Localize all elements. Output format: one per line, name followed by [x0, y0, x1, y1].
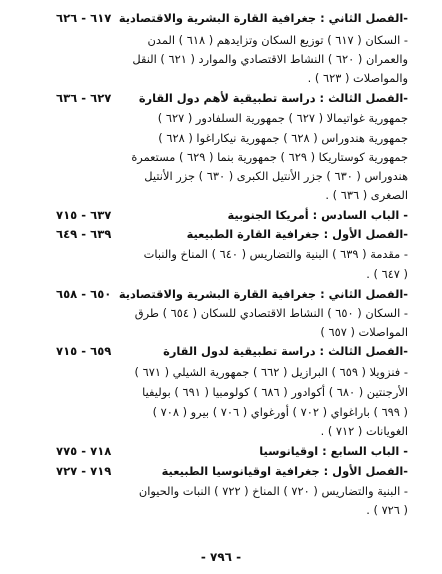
- toc-page-range: ٦٥٩ - ٧١٥: [56, 344, 112, 358]
- toc-page-range: ٦٣٧ - ٧١٥: [56, 208, 112, 222]
- toc-detail-line: الصغرى ( ٦٣٦ ) .: [325, 188, 408, 202]
- toc-page-range: ٦٣٩ - ٦٤٩: [56, 227, 112, 241]
- toc-heading: -الفصل الأول : جغرافية القارة الطبيعية: [186, 227, 408, 241]
- toc-page-range: ٧١٩ - ٧٢٧: [56, 464, 112, 478]
- toc-detail-line: المواصلات ( ٦٥٧ ): [320, 325, 408, 339]
- toc-heading: -الفصل الثالث : دراسة تطبيقية لدول القارة: [163, 344, 408, 358]
- toc-heading: - الباب السابع : اوقيانوسيا: [259, 444, 408, 458]
- toc-detail-line: ( ٦٩٩ ) باراغواي ( ٧٠٢ ) أورغواي ( ٧٠٦ ) بيرو ( ٧٠٨ ): [152, 405, 408, 419]
- toc-detail-line: - البنية والتضاريس ( ٧٢٠ ) المناخ ( ٧٢٢ ) النبات والحيوان: [138, 484, 408, 498]
- toc-detail-line: الأرجنتين ( ٦٨٠ ) أكوادور ( ٦٨٦ ) كولومبيا ( ٦٩١ ) بوليفيا: [142, 385, 408, 399]
- toc-page-range: ٧١٨ - ٧٧٥: [56, 444, 112, 458]
- toc-page-range: ٦٥٠ - ٦٥٨: [56, 287, 112, 301]
- toc-heading: -الفصل الثالث : دراسة تطبيقية لأهم دول القارة: [138, 91, 408, 105]
- toc-detail-line: هندوراس ( ٦٣٠ ) جزر الأنتيل الكبرى ( ٦٣٠ ) جزر الأنتيل: [144, 169, 408, 183]
- toc-detail-line: - مقدمة ( ٦٣٩ ) البنية والتضاريس ( ٦٤٠ ) المناخ والنبات: [143, 247, 408, 261]
- toc-detail-line: - فنزويلا ( ٦٥٩ ) البرازيل ( ٦٦٢ ) جمهورية الشيلي ( ٦٧١ ): [134, 365, 408, 379]
- toc-heading: -الفصل الثاني : جغرافية القارة البشرية والاقتصادية: [118, 287, 408, 301]
- toc-detail-line: جمهورية غواتيمالا ( ٦٢٧ ) جمهورية السلفادور ( ٦٢٧ ): [157, 111, 408, 125]
- toc-heading: -الفصل الثاني : جغرافية القارة البشرية والاقتصادية: [118, 11, 408, 25]
- toc-page-range: ٦١٧ - ٦٢٦: [56, 11, 112, 25]
- toc-detail-line: - السكان ( ٦٥٠ ) النشاط الاقتصادي للسكان ( ٦٥٤ ) طرق: [134, 306, 408, 320]
- toc-detail-line: ( ٦٤٧ ) .: [366, 267, 408, 281]
- toc-detail-line: ( ٧٢٦ ) .: [366, 503, 408, 517]
- page-number: - ٧٩٦ -: [200, 550, 242, 564]
- toc-heading: -الفصل الأول : جغرافية اوقيانوسيا الطبيعية: [161, 464, 408, 478]
- toc-detail-line: - السكان ( ٦١٧ ) توزيع السكان وتزايدهم ( ٦١٨ ) المدن: [147, 33, 408, 47]
- toc-page-range: ٦٢٧ - ٦٣٦: [56, 91, 112, 105]
- toc-detail-line: والمواصلات ( ٦٢٣ ) .: [307, 71, 408, 85]
- toc-detail-line: الغويانات ( ٧١٢ ) .: [320, 424, 408, 438]
- toc-detail-line: جمهورية كوستاريكا ( ٦٢٩ ) جمهورية بنما ( ٦٢٩ ) مستعمرة: [131, 150, 408, 164]
- toc-detail-line: والعمران ( ٦٢٠ ) النشاط الاقتصادي والموارد ( ٦٢١ ) النقل: [132, 52, 408, 66]
- toc-detail-line: جمهورية هندوراس ( ٦٢٨ ) جمهورية نيكاراغوا ( ٦٢٨ ): [158, 131, 408, 145]
- toc-heading: - الباب السادس : أمريكا الجنوبية: [227, 208, 408, 222]
